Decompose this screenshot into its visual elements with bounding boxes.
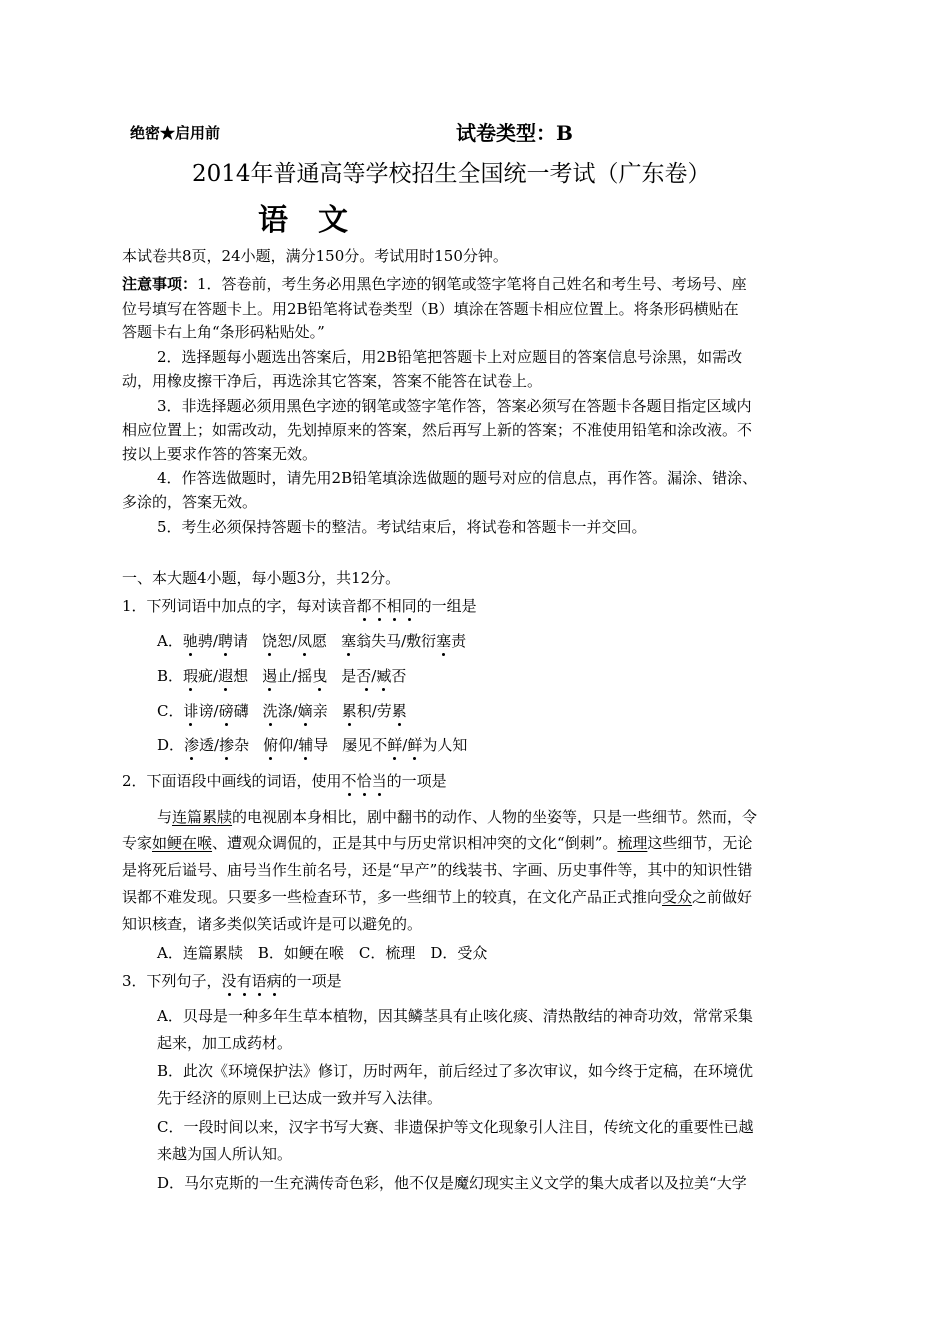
question-1-option-d: D．渗透/掺杂 俯仰/辅导 屡见不鲜/鲜为人知	[157, 736, 468, 754]
note-2-line-2: 动，用橡皮擦干净后，再选涂其它答案，答案不能答在试卷上。	[122, 372, 543, 390]
question-2-passage-line-4: 误都不难发现。只要多一些检查环节，多一些细节上的较真，在文化产品正式推向受众之前做好	[122, 888, 753, 906]
question-1-option-c: C．诽谤/磅礴 洗涤/嫡亲 累积/劳累	[157, 702, 407, 720]
subject-title: 语 文	[258, 203, 348, 238]
question-3-stem: 3．下列句子，没有语病的一项是	[122, 972, 342, 990]
underlined-term-1: 连篇累牍	[172, 808, 233, 826]
underlined-term-2: 如鲠在喉	[152, 834, 213, 852]
underlined-term-3: 梳理	[617, 834, 648, 852]
note-1-line-3: 答题卡右上角“条形码粘贴处。”	[122, 323, 325, 341]
question-3-option-a-line-1: A．贝母是一种多年生草本植物，因其鳞茎具有止咳化痰、清热散结的神奇功效，常常采集	[157, 1007, 753, 1025]
question-2-options: A．连篇累牍 B．如鲠在喉 C．梳理 D．受众	[157, 944, 488, 962]
question-2-passage-line-3: 是将死后谥号、庙号当作生前名号，还是“早产”的线装书、字画、历史事件等，其中的知识性错	[122, 861, 753, 879]
note-3-line-3: 按以上要求作答的答案无效。	[122, 445, 318, 463]
question-3-option-b-line-2: 先于经济的原则上已达成一致并写入法律。	[157, 1089, 443, 1107]
secret-label: 绝密★启用前	[130, 124, 221, 142]
question-3-option-c-line-2: 来越为国人所认知。	[157, 1145, 293, 1163]
note-5-line-1: 5．考生必须保持答题卡的整洁。考试结束后，将试卷和答题卡一并交回。	[157, 518, 647, 536]
question-2-passage-line-5: 知识核查，诸多类似笑话或许是可以避免的。	[122, 915, 423, 933]
note-1-line-1: 注意事项：1．答卷前，考生务必用黑色字迹的钢笔或签字笔将自己姓名和考生号、考场号、座	[122, 275, 747, 293]
note-3-line-2: 相应位置上；如需改动，先划掉原来的答案，然后再写上新的答案；不准使用铅笔和涂改液。不	[122, 421, 753, 439]
exam-title: 2014年普通高等学校招生全国统一考试（广东卷）	[192, 161, 711, 187]
question-1-option-a: A．驰骋/聘请 饶恕/凤愿 塞翁失马/敷衍塞责	[157, 632, 467, 650]
notes-label: 注意事项：	[122, 275, 198, 293]
note-4-line-1: 4．作答选做题时，请先用2B铅笔填涂选做题的题号对应的信息点，再作答。漏涂、错涂、	[157, 469, 758, 487]
question-2-stem: 2．下面语段中画线的词语，使用不恰当的一项是	[122, 772, 447, 790]
note-3-line-1: 3．非选择题必须用黑色字迹的钢笔或签字笔作答，答案必须写在答题卡各题目指定区域内	[157, 397, 752, 415]
note-2-line-1: 2．选择题每小题选出答案后，用2B铅笔把答题卡上对应题目的答案信息号涂黑，如需改	[157, 348, 743, 366]
intro-text: 本试卷共8页，24小题，满分150分。考试用时150分钟。	[122, 247, 508, 265]
section-1-heading: 一、本大题4小题，每小题3分，共12分。	[122, 569, 401, 587]
question-3-option-c-line-1: C．一段时间以来，汉字书写大赛、非遗保护等文化现象引人注目，传统文化的重要性已越	[157, 1118, 754, 1136]
note-1-line-2: 位号填写在答题卡上。用2B铅笔将试卷类型（B）填涂在答题卡相应位置上。将条形码横贴在	[122, 300, 739, 318]
question-1-option-b: B．瑕疵/遐想 遏止/摇曳 是否/臧否	[157, 667, 407, 685]
underlined-term-4: 受众	[662, 888, 693, 906]
question-3-option-b-line-1: B．此次《环境保护法》修订，历时两年，前后经过了多次审议，如今终于定稿，在环境优	[157, 1062, 754, 1080]
question-2-passage-line-1: 与连篇累牍的电视剧本身相比，剧中翻书的动作、人物的坐姿等，只是一些细节。然而，令	[157, 808, 758, 826]
note-4-line-2: 多涂的，答案无效。	[122, 493, 258, 511]
paper-type: 试卷类型：B	[456, 121, 573, 145]
question-2-passage-line-2: 专家如鲠在喉、遭观众调侃的，正是其中与历史常识相冲突的文化“倒刺”。梳理这些细节，无论	[122, 834, 753, 852]
question-1-stem: 1．下列词语中加点的字，每对读音都不相同的一组是	[122, 597, 477, 615]
question-3-option-d-line-1: D．马尔克斯的一生充满传奇色彩，他不仅是魔幻现实主义文学的集大成者以及拉美“大学	[157, 1174, 747, 1192]
question-3-option-a-line-2: 起来，加工成药材。	[157, 1034, 293, 1052]
